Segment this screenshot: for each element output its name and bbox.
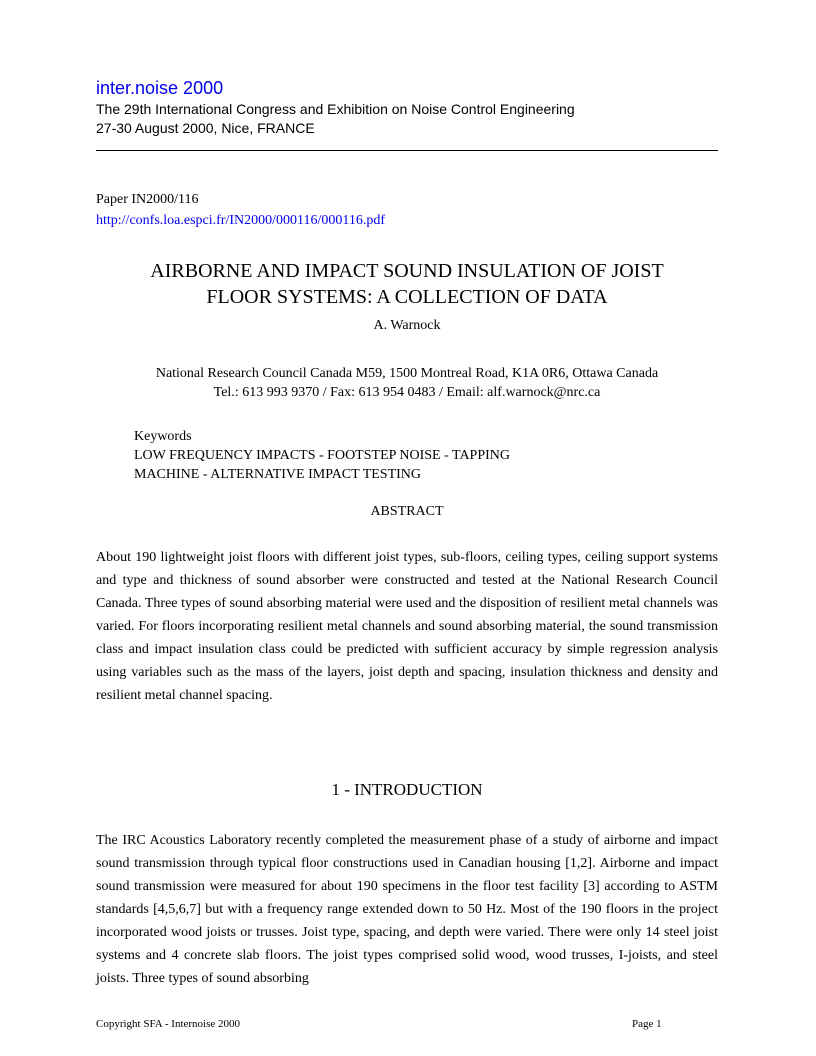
introduction-text: The IRC Acoustics Laboratory recently completed the measurement phase of a study of airborne and impact sound transmission through typical floor constructions used in Canadian housing [1,2]. Airborne and impact sound transmission were measured for about 190 specimens in the floor test facility [3] according to ASTM standards [4,5,6,7] but with a frequency range extended down to 50 Hz. Most of the 190 floors in the project incorporated wood joists or trusses. Joist type, spacing, and depth were varied. There were only 14 steel joist systems and 4 concrete slab floors. The joist types comprised solid wood, wood trusses, I-joists, and steel joists. Three types of sound absorbing (96, 833, 718, 986)
header-divider (96, 150, 718, 151)
keywords-label: Keywords (134, 429, 192, 444)
conference-title: inter.noise 2000 (96, 78, 224, 98)
affiliation-line-2: Tel.: 613 993 9370 / Fax: 613 954 0483 / Email: alf.warnock@nrc.ca (213, 385, 601, 400)
keywords-block (134, 427, 510, 484)
keywords-line-1: LOW FREQUENCY IMPACTS - FOOTSTEP NOISE - TAPPING (134, 448, 511, 463)
footer-page-number: Page 1 (632, 1018, 662, 1030)
keywords-line-2: MACHINE - ALTERNATIVE IMPACT TESTING (134, 467, 422, 482)
conference-line-2: 27-30 August 2000, Nice, FRANCE (96, 120, 315, 136)
abstract-heading: ABSTRACT (370, 504, 444, 519)
paper-url-link[interactable]: http://confs.loa.espci.fr/IN2000/000116/000116.pdf (96, 213, 386, 228)
affiliation (96, 364, 718, 402)
paper-title (96, 258, 718, 310)
abstract-text: About 190 lightweight joist floors with different joist types, sub-floors, ceiling types, ceiling support systems and type and thickness of sound absorber were constructed and tested at the National Research Council Canada. Three types of sound absorbing material were used and the disposition of resilient metal channels was varied. For floors incorporating resilient metal channels and sound absorbing material, the sound transmission class and impact insulation class could be predicted with sufficient accuracy by simple regression analysis using variables such as the mass of the layers, joist depth and spacing, insulation thickness and density and resilient metal channel spacing. (96, 550, 718, 703)
author: A. Warnock (373, 318, 441, 333)
paper-title-line-1: AIRBORNE AND IMPACT SOUND INSULATION OF JOIST (150, 260, 664, 282)
affiliation-line-1: National Research Council Canada M59, 1500 Montreal Road, K1A 0R6, Ottawa Canada (155, 366, 659, 381)
paper-id: Paper IN2000/116 (96, 192, 199, 207)
introduction-heading: 1 - INTRODUCTION (331, 780, 483, 799)
conference-subtitle (96, 100, 575, 138)
paper-title-line-2: FLOOR SYSTEMS: A COLLECTION OF DATA (206, 286, 608, 308)
conference-line-1: The 29th International Congress and Exhibition on Noise Control Engineering (96, 101, 575, 117)
footer-copyright: Copyright SFA - Internoise 2000 (96, 1018, 241, 1030)
